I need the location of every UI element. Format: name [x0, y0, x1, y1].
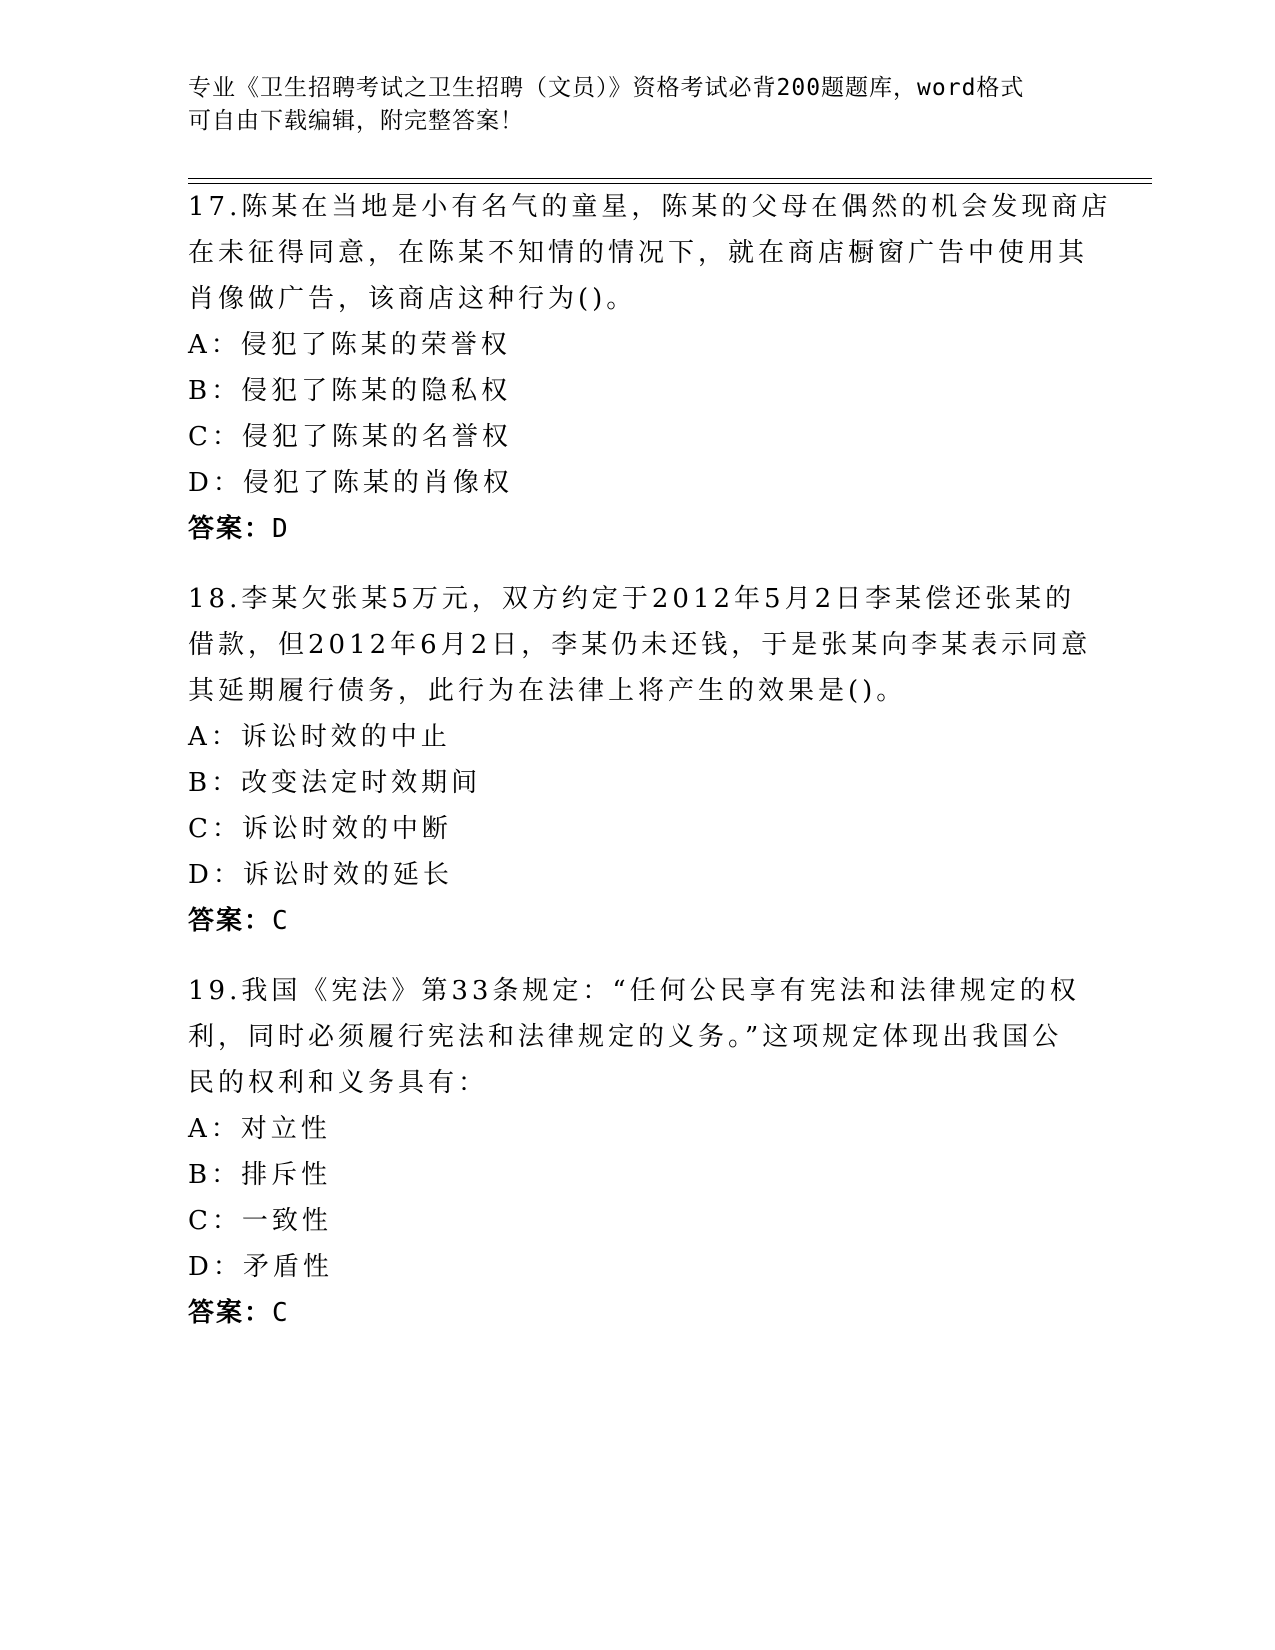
document-header: [188, 72, 1088, 138]
question-text-line: 19.我国《宪法》第33条规定：“任何公民享有宪法和法律规定的权: [188, 976, 1080, 1006]
header-title-line-1: 专业《卫生招聘考试之卫生招聘（文员）》资格考试必背200题题库，word格式: [188, 75, 1025, 101]
header-title-line-2: 可自由下载编辑，附完整答案！: [188, 108, 524, 134]
question-text-line: 肖像做广告，该商店这种行为()。: [188, 284, 637, 314]
answer-label: 答案：: [188, 1298, 273, 1328]
question-text-line: 民的权利和义务具有：: [188, 1068, 489, 1098]
answer-value: D: [272, 514, 290, 544]
option-b: B：侵犯了陈某的隐私权: [188, 376, 512, 406]
answer-line: [188, 898, 1088, 944]
question-text-line: 利，同时必须履行宪法和法律规定的义务。”这项规定体现出我国公: [188, 1022, 1063, 1052]
question-text-line: 在未征得同意，在陈某不知情的情况下，就在商店橱窗广告中使用其: [188, 238, 1089, 268]
option-a: A：对立性: [188, 1114, 331, 1144]
answer-label: 答案：: [188, 906, 273, 936]
option-d: D：诉讼时效的延长: [188, 860, 453, 890]
option-c: C：一致性: [188, 1206, 332, 1236]
question-17: [188, 184, 1112, 552]
option-d: D：矛盾性: [188, 1252, 333, 1282]
option-b: B：改变法定时效期间: [188, 768, 482, 798]
option-a: A：诉讼时效的中止: [188, 722, 451, 752]
option-d: D：侵犯了陈某的肖像权: [188, 468, 513, 498]
option-c: C：侵犯了陈某的名誉权: [188, 422, 512, 452]
answer-label: 答案：: [188, 514, 273, 544]
question-text-line: 18.李某欠张某5万元，双方约定于2012年5月2日李某偿还张某的: [188, 584, 1076, 614]
question-19: [188, 968, 1088, 1336]
answer-line: [188, 506, 1088, 552]
answer-value: C: [272, 1298, 290, 1328]
option-b: B：排斥性: [188, 1160, 332, 1190]
question-text-line: 17.陈某在当地是小有名气的童星，陈某的父母在偶然的机会发现商店: [188, 192, 1112, 222]
option-c: C：诉讼时效的中断: [188, 814, 452, 844]
question-18: [188, 576, 1092, 944]
question-text-line: 借款，但2012年6月2日，李某仍未还钱，于是张某向李某表示同意: [188, 630, 1092, 660]
answer-value: C: [272, 906, 290, 936]
option-a: A：侵犯了陈某的荣誉权: [188, 330, 511, 360]
question-text-line: 其延期履行债务，此行为在法律上将产生的效果是()。: [188, 676, 907, 706]
header-divider-top: [188, 178, 1152, 179]
answer-line: [188, 1290, 1088, 1336]
